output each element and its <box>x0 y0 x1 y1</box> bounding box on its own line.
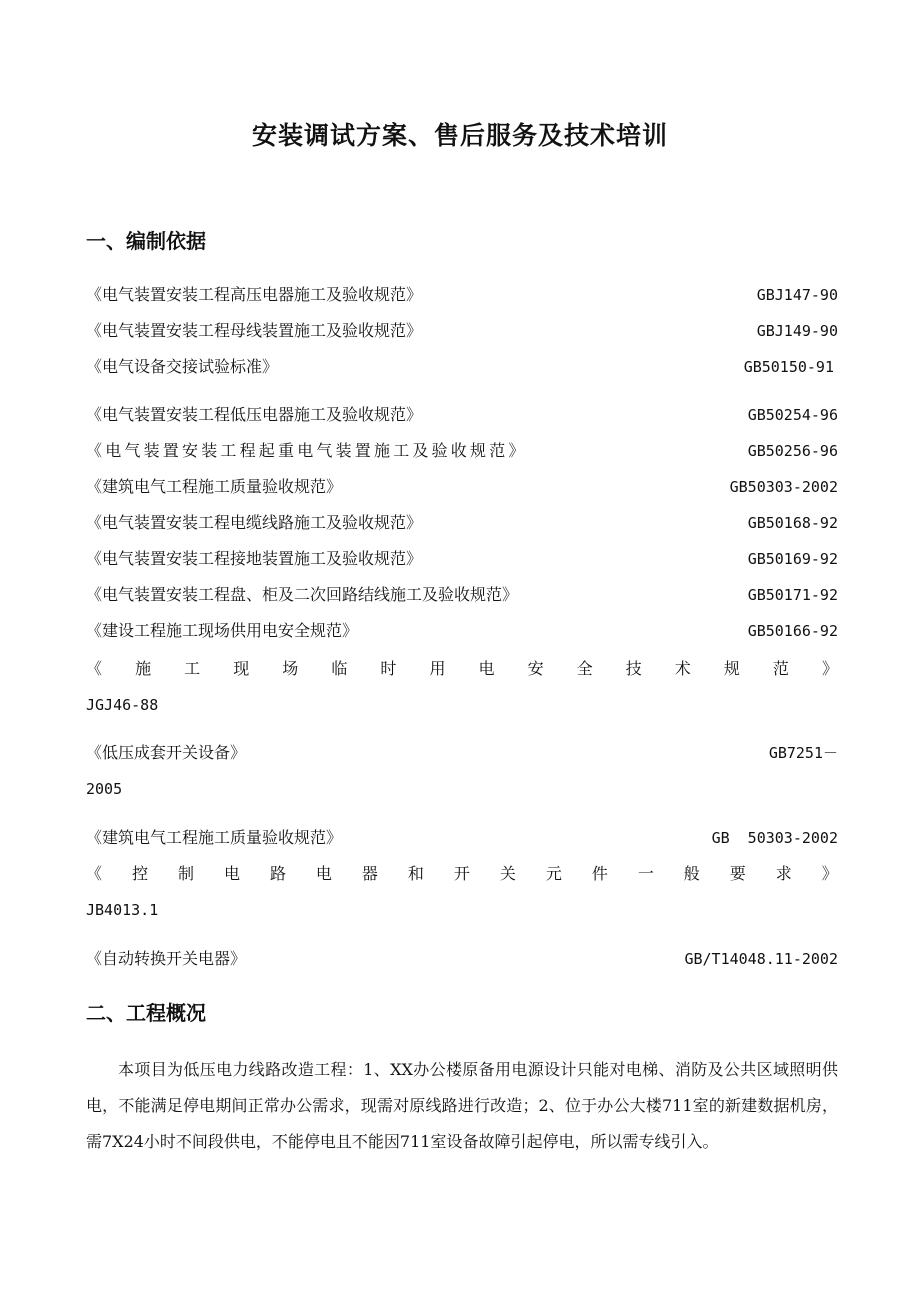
title-char: 术 <box>674 659 691 678</box>
reference-code: GB50256-96 <box>747 442 838 460</box>
reference-code: GB50171-92 <box>747 586 838 604</box>
title-char: 要 <box>729 864 746 883</box>
reference-code: GB50150-91 <box>743 358 834 376</box>
reference-code: GB/T14048.11-2002 <box>684 950 838 968</box>
reference-title-justified <box>86 861 838 887</box>
reference-item <box>86 318 838 344</box>
reference-item <box>86 946 838 972</box>
reference-title: 《电气设备交接试验标准》 <box>86 357 279 376</box>
reference-title: 《建筑电气工程施工质量验收规范》 <box>86 828 343 847</box>
reference-title: 《建设工程施工现场供用电安全规范》 <box>86 621 359 640</box>
title-char: 时 <box>380 659 397 678</box>
title-char: 器 <box>361 864 378 883</box>
reference-code: GB7251－ <box>768 744 838 762</box>
title-char: 开 <box>453 864 470 883</box>
title-char: 电 <box>478 659 495 678</box>
title-char: 工 <box>184 659 201 678</box>
title-char: 元 <box>545 864 562 883</box>
overview-paragraph: 本项目为低压电力线路改造工程：1、XX办公楼原备用电源设计只能对电梯、消防及公共区域照明供电，不能满足停电期间正常办公需求，现需对原线路进行改造；2、位于办公大楼711室的新建数据机房，需7X24小时不间段供电，不能停电且不能因711室设备故障引起停电，所以需专线引入。 <box>86 1060 838 1151</box>
title-char: 关 <box>499 864 516 883</box>
reference-title: 《自动转换开关电器》 <box>86 949 247 968</box>
reference-code: JB4013.1 <box>86 901 159 919</box>
reference-code: GB 50303-2002 <box>711 829 838 847</box>
reference-title: 《电气装置安装工程低压电器施工及验收规范》 <box>86 405 423 424</box>
title-char: 范 <box>772 659 789 678</box>
reference-item <box>86 861 838 921</box>
title-char: 临 <box>331 659 348 678</box>
title-char: 求 <box>775 864 792 883</box>
title-char: 控 <box>131 864 148 883</box>
reference-title: 《建筑电气工程施工质量验收规范》 <box>86 477 343 496</box>
reference-code: GB50166-92 <box>747 622 838 640</box>
reference-title: 《电气装置安装工程母线装置施工及验收规范》 <box>86 321 423 340</box>
reference-item <box>86 438 838 464</box>
title-char: 件 <box>591 864 608 883</box>
reference-item <box>86 582 838 608</box>
reference-item <box>86 282 838 308</box>
title-char: 般 <box>683 864 700 883</box>
title-char: 安 <box>527 659 544 678</box>
title-char: 全 <box>576 659 593 678</box>
title-char: 《 <box>86 864 103 883</box>
title-char: 技 <box>625 659 642 678</box>
page-title: 安装调试方案、售后服务及技术培训 <box>251 121 668 150</box>
reference-code: GB50169-92 <box>747 550 838 568</box>
reference-code: GB50303-2002 <box>729 478 838 496</box>
reference-code: GBJ147-90 <box>756 286 838 304</box>
reference-item <box>86 825 838 851</box>
title-char: 《 <box>86 659 103 678</box>
title-char: 场 <box>282 659 299 678</box>
reference-title: 《电气装置安装工程高压电器施工及验收规范》 <box>86 285 423 304</box>
reference-item <box>86 546 838 572</box>
reference-title: 《电气装置安装工程盘、柜及二次回路结线施工及验收规范》 <box>86 585 519 604</box>
title-char: 制 <box>177 864 194 883</box>
reference-item <box>86 740 838 800</box>
reference-title: 《低压成套开关设备》 <box>86 743 247 762</box>
title-char: 》 <box>821 864 838 883</box>
title-char: 现 <box>233 659 250 678</box>
title-char: 用 <box>429 659 446 678</box>
reference-item <box>86 510 838 536</box>
title-char: 和 <box>407 864 424 883</box>
title-char: 一 <box>637 864 654 883</box>
reference-item <box>86 354 838 380</box>
title-char: 》 <box>821 659 838 678</box>
reference-title-justified <box>86 656 838 682</box>
reference-title: 《电气装置安装工程接地装置施工及验收规范》 <box>86 549 423 568</box>
reference-code: JGJ46-88 <box>86 696 159 714</box>
title-char: 路 <box>269 864 286 883</box>
title-char: 规 <box>723 659 740 678</box>
section-heading-overview: 二、工程概况 <box>86 1001 206 1025</box>
reference-code: GB50254-96 <box>747 406 838 424</box>
reference-item <box>86 618 838 644</box>
title-char: 电 <box>315 864 332 883</box>
title-char: 施 <box>135 659 152 678</box>
title-char: 电 <box>223 864 240 883</box>
reference-item <box>86 656 838 716</box>
reference-code: GB50168-92 <box>747 514 838 532</box>
reference-code: GBJ149-90 <box>756 322 838 340</box>
reference-title: 《电气装置安装工程起重电气装置施工及验收规范》 <box>86 441 528 460</box>
reference-item <box>86 474 838 500</box>
reference-item <box>86 402 838 428</box>
reference-title: 《电气装置安装工程电缆线路施工及验收规范》 <box>86 513 423 532</box>
reference-code-continued: 2005 <box>86 780 123 798</box>
section-heading-basis: 一、编制依据 <box>86 229 206 253</box>
